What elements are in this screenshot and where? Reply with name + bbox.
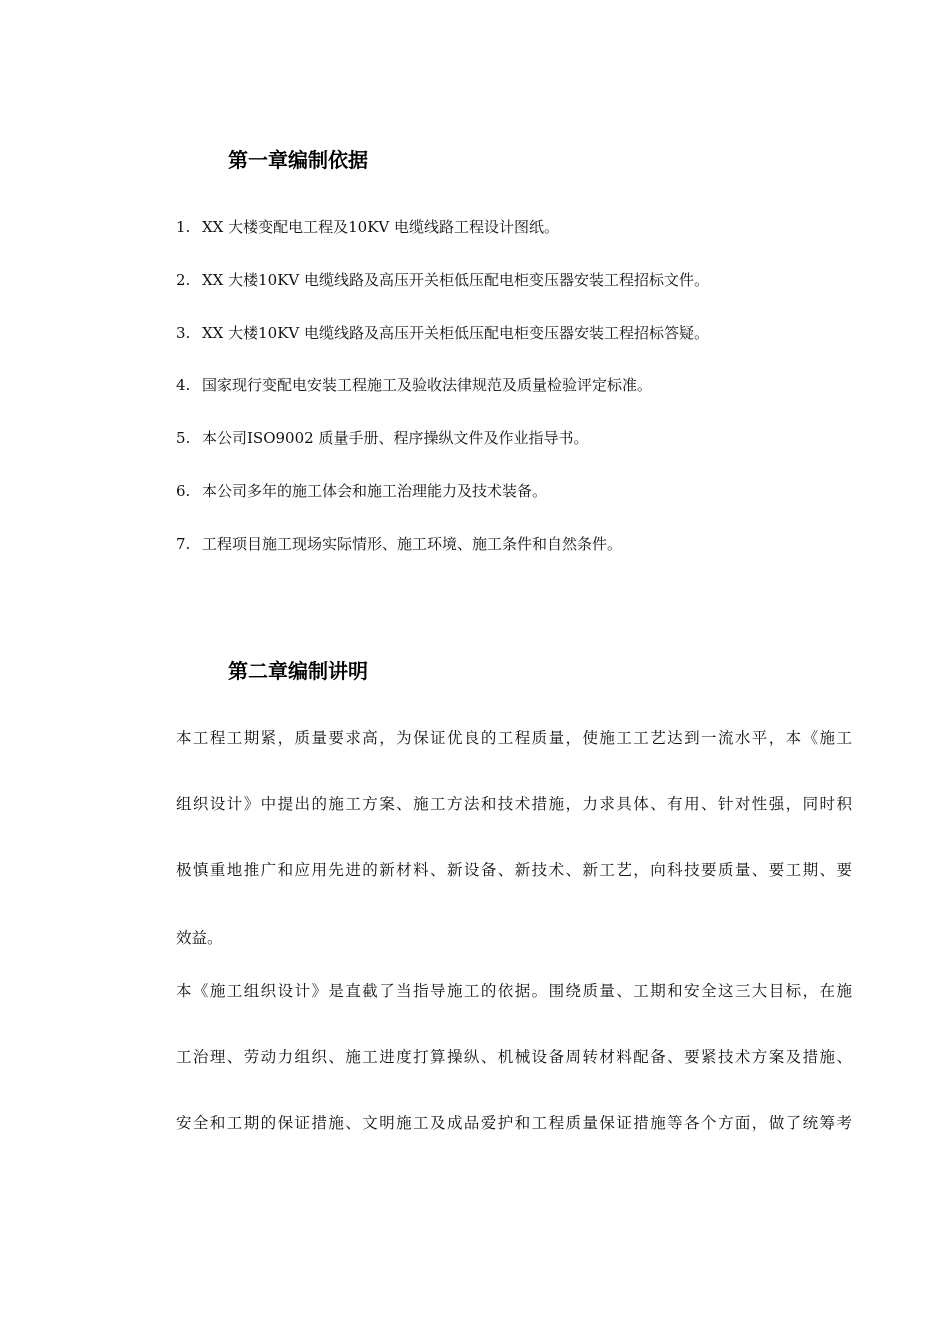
paragraph2-line: 工治理、劳动力组织、施工进度打算操纵、机械设备周转材料配备、要紧技术方案及措施、 [176, 1048, 852, 1066]
paragraph1-line: 极慎重地推广和应用先进的新材料、新设备、新技术、新工艺，向科技要质量、要工期、要 [176, 861, 852, 879]
basis-item-4 [176, 375, 652, 395]
item-text: XX 大楼10KV 电缆线路及高压开关柜低压配电柜变压器安装工程招标文件。 [202, 271, 710, 289]
item-text: XX 大楼10KV 电缆线路及高压开关柜低压配电柜变压器安装工程招标答疑。 [202, 324, 710, 342]
basis-item-7 [176, 534, 622, 554]
basis-item-1 [176, 217, 559, 237]
item-number: 5. [176, 429, 191, 447]
paragraph2-line: 本《施工组织设计》是直截了当指导施工的依据。围绕质量、工期和安全这三大目标，在施 [176, 982, 852, 1000]
item-text: 本公司ISO9002 质量手册、程序操纵文件及作业指导书。 [202, 429, 589, 447]
item-text: 国家现行变配电安装工程施工及验收法律规范及质量检验评定标准。 [202, 376, 653, 394]
chapter2-heading: 第二章编制讲明 [228, 659, 368, 683]
basis-item-2 [176, 270, 709, 290]
basis-item-6 [176, 481, 547, 501]
basis-item-3 [176, 323, 709, 343]
item-number: 3. [176, 324, 191, 342]
item-text: XX 大楼变配电工程及10KV 电缆线路工程设计图纸。 [202, 218, 560, 236]
item-text: 工程项目施工现场实际情形、施工环境、施工条件和自然条件。 [202, 535, 623, 553]
paragraph1-line: 组织设计》中提出的施工方案、施工方法和技术措施，力求具体、有用、针对性强，同时积 [176, 795, 852, 813]
paragraph1-line: 效益。 [176, 929, 223, 947]
basis-item-5 [176, 428, 588, 448]
item-number: 6. [176, 482, 191, 500]
item-number: 7. [176, 535, 191, 553]
chapter1-heading: 第一章编制依据 [228, 148, 368, 172]
item-number: 1. [176, 218, 191, 236]
paragraph1-line: 本工程工期紧，质量要求高，为保证优良的工程质量，使施工工艺达到一流水平，本《施工 [176, 729, 852, 747]
paragraph2-line: 安全和工期的保证措施、文明施工及成品爱护和工程质量保证措施等各个方面，做了统筹考 [176, 1114, 852, 1132]
item-text: 本公司多年的施工体会和施工治理能力及技术装备。 [202, 482, 548, 500]
item-number: 2. [176, 271, 191, 289]
item-number: 4. [176, 376, 191, 394]
